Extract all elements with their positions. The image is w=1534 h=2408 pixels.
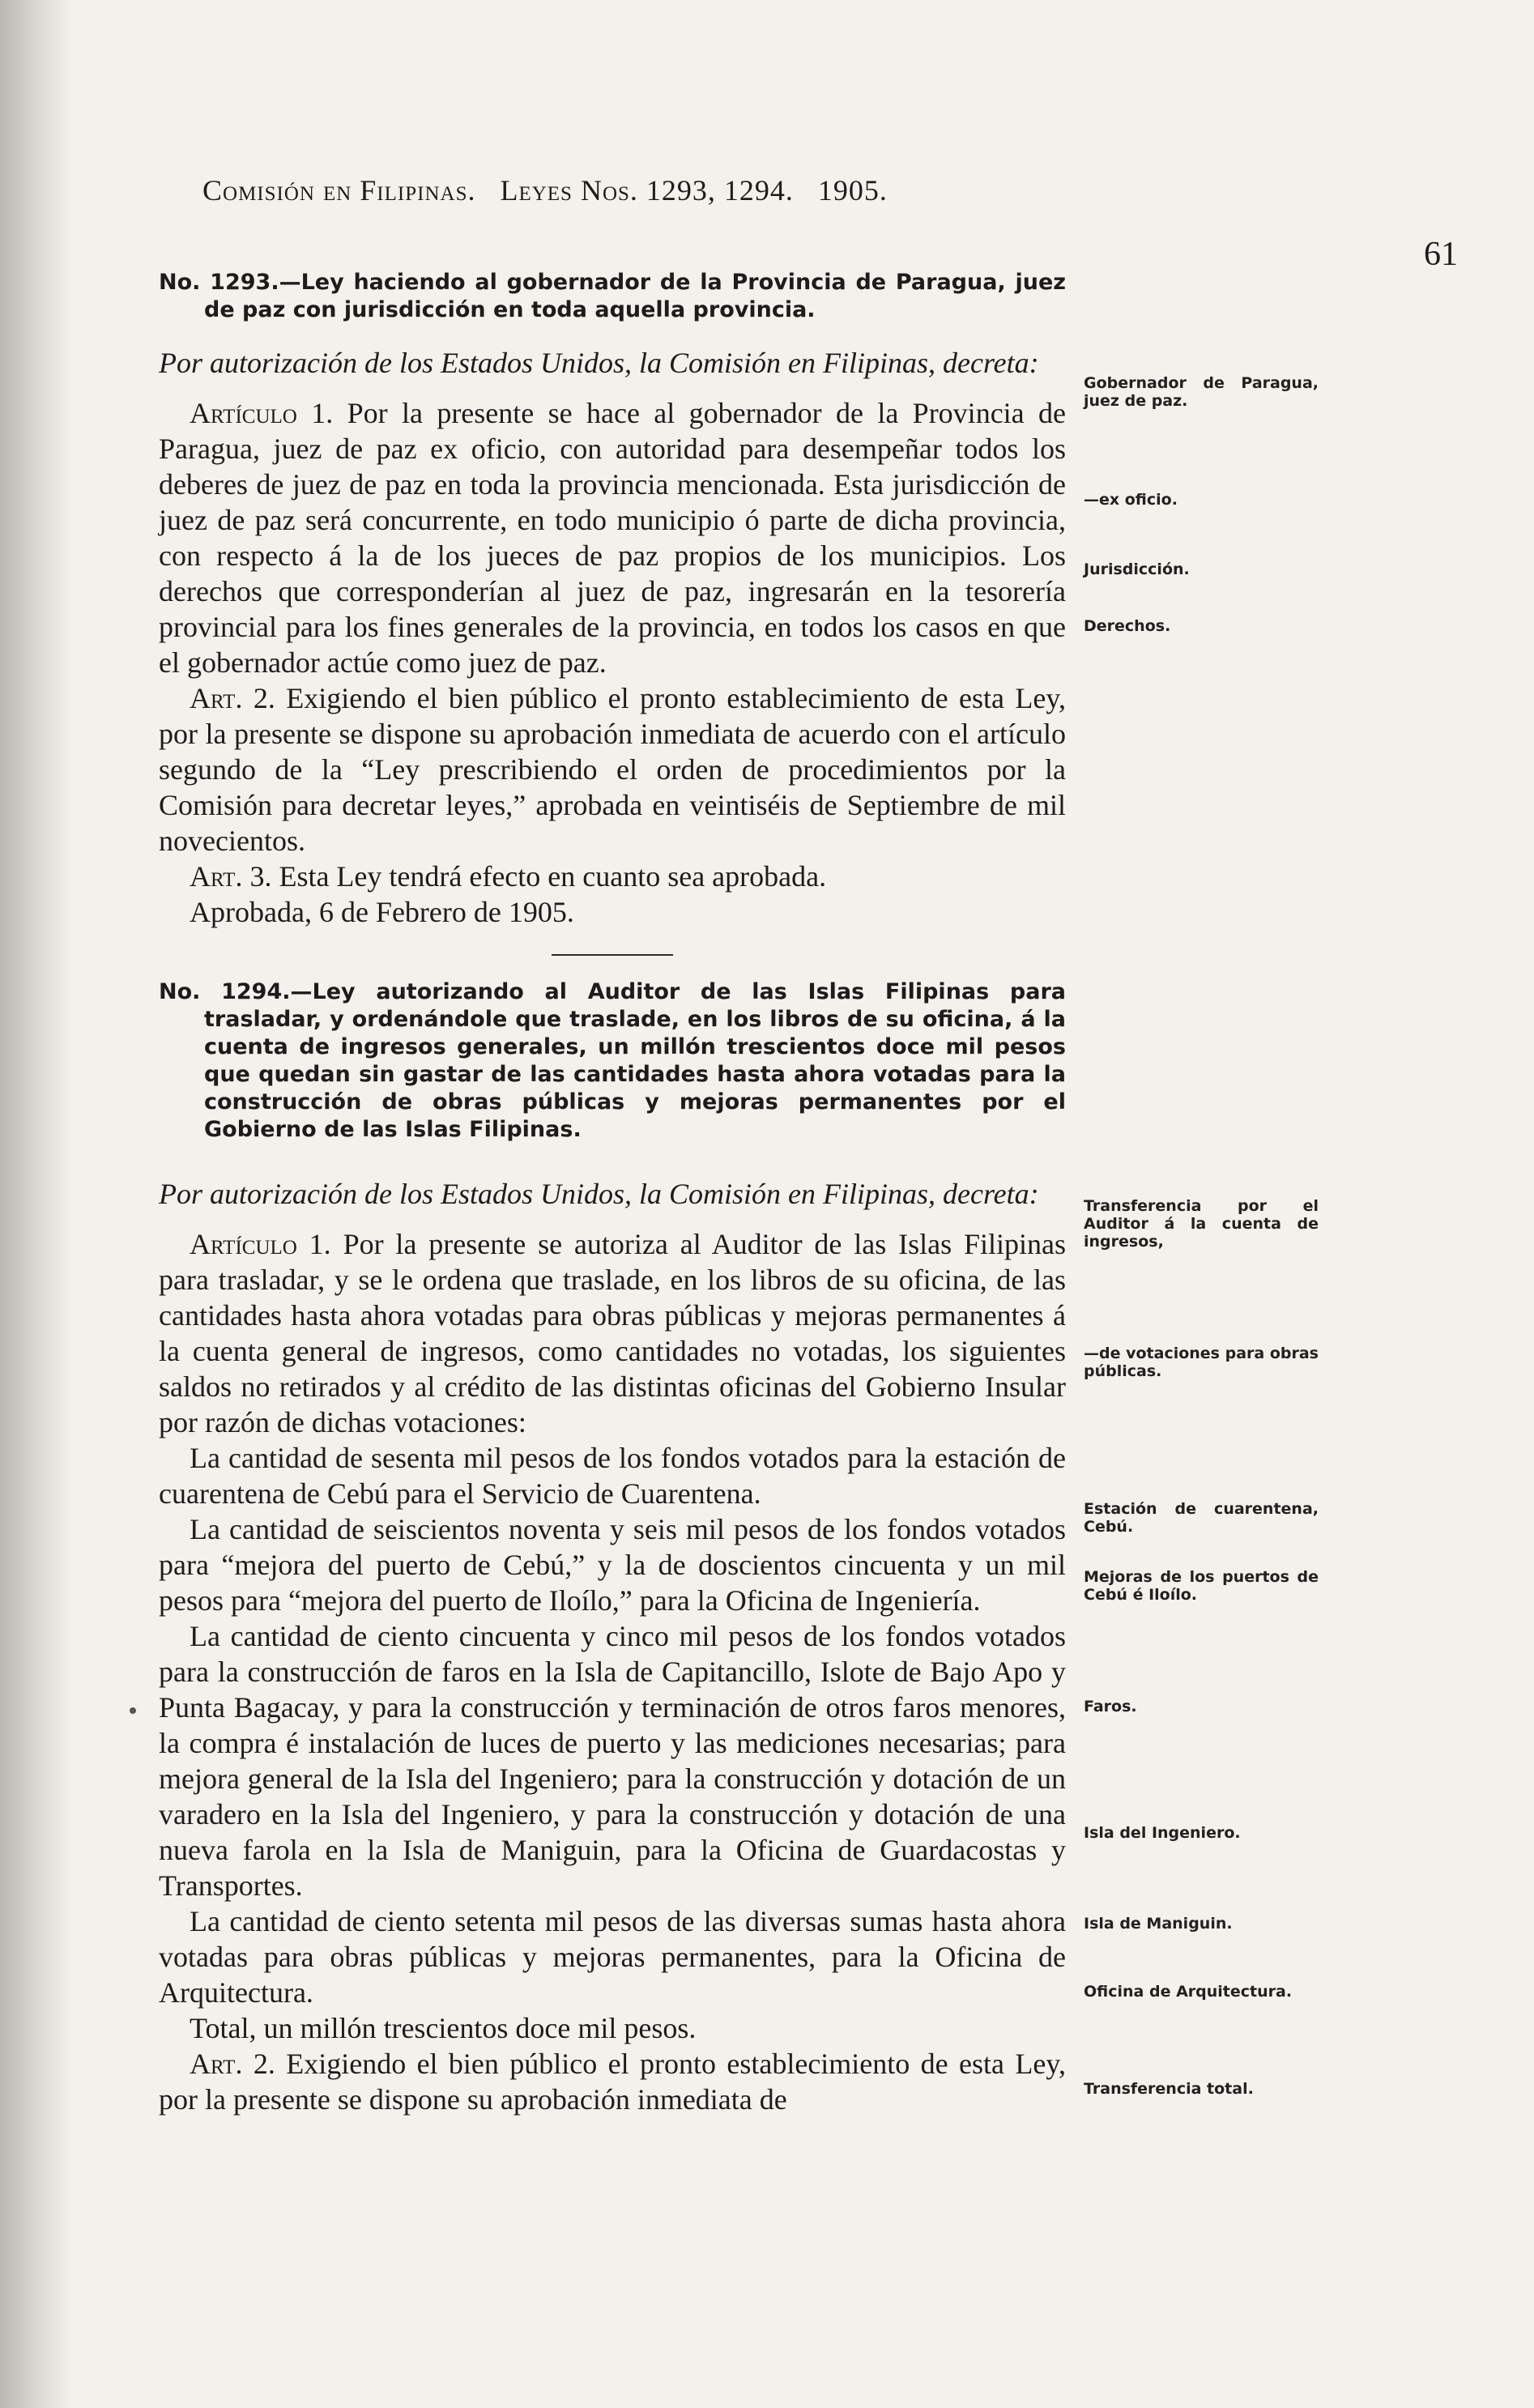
ink-speck [130,1707,136,1714]
margin-note: Estación de cuarentena, Cebú. [1084,1500,1319,1536]
law-1294-item-1: La cantidad de sesenta mil pesos de los fondos votados para la estación de cuarentena de Cebú para el Servicio de Cuarentena. [159,1442,1066,1510]
article-label: Art. 3. [190,860,272,893]
margin-note: Isla del Ingeniero. [1084,1824,1241,1842]
law-1294-item-3: La cantidad de ciento cincuenta y cinco mil pesos de los fondos votados para la construcción de faros en la Isla de Capitancillo, Islote de Bajo Apo y Punta Bagacay, y para la construcción y terminación de otros faros menores, la compra é instalación de luces de puerto y las mediciones necesarias; para mejora general de la Isla del Ingeniero; para la construcción y dotación de un varadero en la Isla del Ingeniero, y para la construcción y dotación de una nueva farola en la Isla de Maniguin, para la Oficina de Guardacostas y Transportes. [159,1620,1066,1902]
article-text: Esta Ley tendrá efecto en cuanto sea aprobada. [279,860,827,893]
law-1293-approval-date: Aprobada, 6 de Febrero de 1905. [190,896,574,928]
margin-note: Transferencia por el Auditor á la cuenta de ingresos, [1084,1197,1319,1251]
running-head-laws: Leyes Nos. 1293, 1294. [500,174,794,207]
law-1294-decree: Por autorización de los Estados Unidos, la Comisión en Filipinas, decreta: [159,1178,1039,1210]
article-text: Por la presente se hace al gobernador de la Provincia de Paragua, juez de paz ex oficio, con autoridad para desempeñar todos los deberes de juez de paz en toda la provincia mencionada. Esta jurisdicción de juez de paz será concurrente, en todo municipio ó parte de dicha provincia, con respecto á la de los jueces de paz propios de los municipios. Los derechos que corresponderían al juez de paz, ingresarán en la tesorería provincial para los fines generales de la provincia, en todos los casos en que el gobernador actúe como juez de paz. [159,397,1066,679]
law-1294-item-2: La cantidad de seiscientos noventa y seis mil pesos de los fondos votados para “mejora del puerto de Cebú,” y la de doscientos cincuenta y un mil pesos para “mejora del puerto de Iloílo,” para la Oficina de Ingeniería. [159,1513,1066,1617]
article-label: Artículo 1. [190,1228,331,1260]
article-text: Por la presente se autoriza al Auditor de las Islas Filipinas para trasladar, y se le ordena que traslade, en los libros de su oficina, de las cantidades hasta ahora votadas para obras públicas y mejoras permanentes á la cuenta general de ingresos, como cantidades no votadas, los siguientes saldos no retirados y al crédito de las distintas oficinas del Gobierno Insular por razón de dichas votaciones: [159,1228,1066,1438]
article-label: Art. 2. [190,682,275,714]
article-label: Art. 2. [190,2048,275,2080]
binding-shadow [0,0,73,2408]
margin-note: Derechos. [1084,617,1171,635]
margin-note: —de votaciones para obras públicas. [1084,1345,1319,1380]
running-head-commission: Comisión en Filipinas. [202,174,476,207]
margin-note: Isla de Maniguin. [1084,1915,1233,1933]
article-label: Artículo 1. [190,397,334,429]
main-text [159,269,1066,2117]
law-1294-total: Total, un millón trescientos doce mil pesos. [190,2012,697,2044]
law-1293-article-2 [159,680,1066,859]
running-head-year: 1905. [817,174,888,207]
page-number: 61 [1424,236,1458,273]
running-head [202,173,1118,207]
margin-note: Gobernador de Paragua, juez de paz. [1084,374,1319,410]
law-1294-article-1 [159,1226,1066,1440]
article-text: Exigiendo el bien público el pronto establecimiento de esta Ley, por la presente se dispone su aprobación inmediata de [159,2048,1066,2116]
law-1293-article-1 [159,395,1066,680]
article-text: Exigiendo el bien público el pronto establecimiento de esta Ley, por la presente se dispone su aprobación inmediata de acuerdo con el artículo segundo de la “Ley prescribiendo el orden de procedimientos por la Comisión para decretar leyes,” aprobada en veintiséis de Septiembre de mil novecientos. [159,682,1066,857]
law-1293-title: No. 1293.—Ley haciendo al gobernador de la Provincia de Paragua, juez de paz con jurisdicción en toda aquella provincia. [159,270,1066,322]
margin-note: Oficina de Arquitectura. [1084,1983,1293,2001]
law-1293-decree: Por autorización de los Estados Unidos, la Comisión en Filipinas, decreta: [159,347,1039,379]
margin-note: Faros. [1084,1698,1137,1715]
margin-note: Mejoras de los puertos de Cebú é Iloílo. [1084,1568,1319,1604]
margin-note: Jurisdicción. [1084,560,1190,578]
law-1294-article-2 [159,2046,1066,2117]
margin-notes [1084,0,1327,2408]
margin-note: —ex oficio. [1084,491,1178,509]
law-1293-article-3 [159,859,1066,894]
law-1294-item-4: La cantidad de ciento setenta mil pesos de las diversas sumas hasta ahora votadas para obras públicas y mejoras permanentes, para la Oficina de Arquitectura. [159,1905,1066,2009]
section-divider [552,954,673,956]
law-1294-title: No. 1294.—Ley autorizando al Auditor de las Islas Filipinas para trasladar, y ordenándole que traslade, en los libros de su oficina, á la cuenta de ingresos generales, un millón trescientos doce mil pesos que quedan sin gastar de las cantidades hasta ahora votadas para la construcción de obras públicas y mejoras permanentes por el Gobierno de las Islas Filipinas. [159,979,1066,1142]
margin-note: Transferencia total. [1084,2080,1254,2098]
